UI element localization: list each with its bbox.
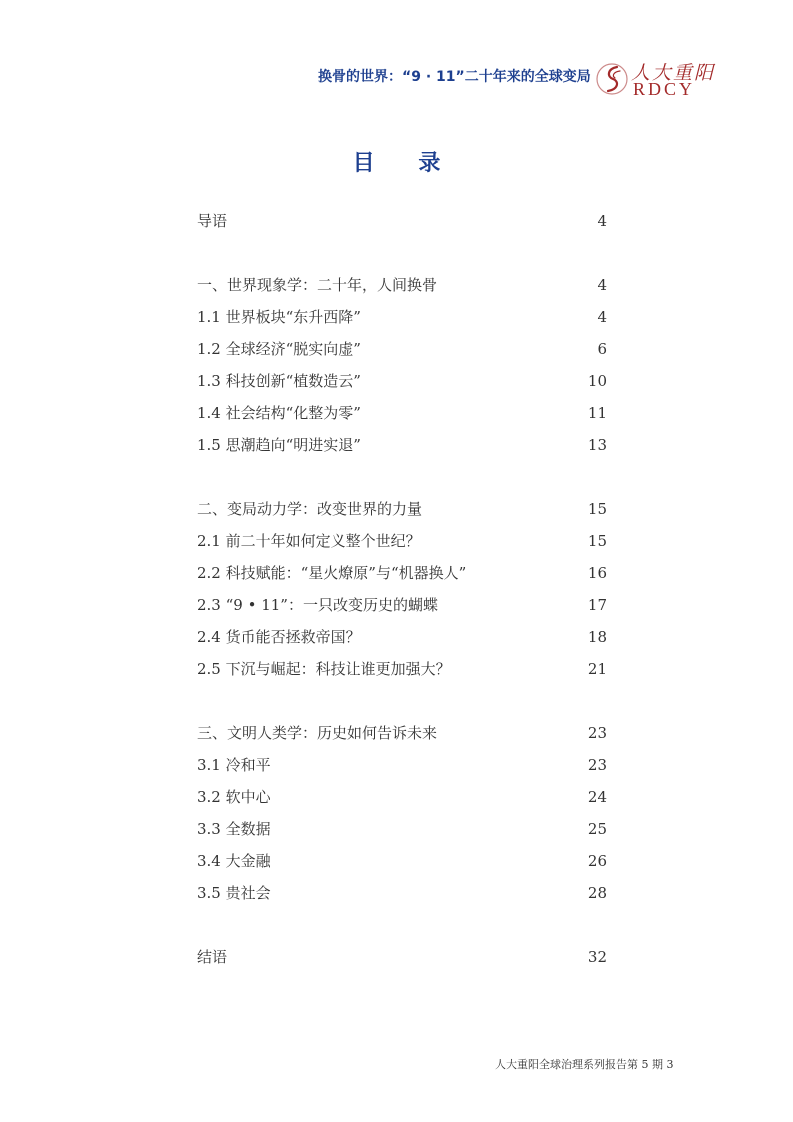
toc-entry-1-1[interactable] [197,305,607,329]
toc-entry-part-2[interactable] [197,497,607,521]
toc-entry-page: 17 [587,596,607,614]
toc-entry-3-4[interactable] [197,849,607,873]
toc-entry-page: 23 [587,724,607,742]
toc-entry-page: 26 [587,852,607,870]
toc-entry-intro[interactable] [197,209,607,233]
toc-entry-2-2[interactable] [197,561,607,585]
header-title: 换骨的世界：“9 · 11”二十年来的全球变局 [318,69,591,85]
toc-entry-3-1[interactable] [197,753,607,777]
toc-entry-label: 1.1 世界板块“东升西降” [197,308,361,326]
logo-text-cn: 人大重阳 [631,62,716,84]
toc-entry-label: 2.2 科技赋能：“星火燎原”与“机器换人” [197,564,467,582]
toc-entry-label: 二、变局动力学：改变世界的力量 [197,500,423,518]
toc-entry-3-5[interactable] [197,881,607,905]
toc-entry-page: 10 [587,372,607,390]
toc-entry-label: 1.2 全球经济“脱实向虚” [197,340,361,358]
toc-entry-page: 28 [587,884,607,902]
toc-entry-label: 2.3 “9 • 11”：一只改变历史的蝴蝶 [197,596,438,614]
toc-entry-page: 4 [597,212,607,230]
toc-entry-1-5[interactable] [197,433,607,457]
toc-entry-label: 3.5 贵社会 [197,884,271,902]
toc-entry-label: 3.2 软中心 [197,788,271,806]
toc-entry-page: 25 [587,820,607,838]
toc-entry-3-3[interactable] [197,817,607,841]
toc-entry-label: 2.1 前二十年如何定义整个世纪？ [197,532,421,550]
toc-entry-label: 1.3 科技创新“植数造云” [197,372,361,390]
toc-entry-2-5[interactable] [197,657,607,681]
toc-entry-1-3[interactable] [197,369,607,393]
toc-entry-page: 24 [587,788,607,806]
toc-entry-label: 1.5 思潮趋向“明进实退” [197,436,361,454]
toc-entry-label: 一、世界现象学：二十年，人间换骨 [197,276,438,294]
toc-entry-conclusion[interactable] [197,945,607,969]
toc-entry-3-2[interactable] [197,785,607,809]
toc-entry-label: 2.5 下沉与崛起：科技让谁更加强大？ [197,660,451,678]
footer-text: 人大重阳全球治理系列报告第 5 期 3 [495,1058,674,1071]
toc-entry-label: 导语 [197,212,228,230]
toc-entry-page: 4 [597,276,607,294]
toc-entry-page: 11 [587,404,607,422]
toc-entry-part-3[interactable] [197,721,607,745]
toc-entry-page: 15 [587,532,607,550]
logo-emblem-icon [595,57,631,101]
toc-entry-page: 4 [597,308,607,326]
toc-entry-page: 18 [587,628,607,646]
toc-entry-1-2[interactable] [197,337,607,361]
toc-entry-2-3[interactable] [197,593,607,617]
toc-entry-label: 结语 [197,948,228,966]
toc-entry-part-1[interactable] [197,273,607,297]
rdcy-logo [595,57,716,101]
page-title: 目 录 [352,151,459,176]
toc-entry-label: 三、文明人类学：历史如何告诉未来 [197,724,438,742]
toc-entry-page: 15 [587,500,607,518]
toc-entry-page: 21 [587,660,607,678]
toc-entry-label: 2.4 货币能否拯救帝国？ [197,628,361,646]
toc-entry-2-4[interactable] [197,625,607,649]
toc-entry-label: 3.1 冷和平 [197,756,271,774]
toc-entry-page: 6 [597,340,607,358]
toc-entry-page: 16 [587,564,607,582]
toc-entry-label: 1.4 社会结构“化整为零” [197,404,361,422]
toc-entry-page: 32 [587,948,607,966]
toc-entry-page: 13 [587,436,607,454]
logo-text-en: RDCY [633,79,696,99]
toc-entry-2-1[interactable] [197,529,607,553]
toc-entry-page: 23 [587,756,607,774]
toc-entry-label: 3.3 全数据 [197,820,271,838]
toc-entry-1-4[interactable] [197,401,607,425]
toc-entry-label: 3.4 大金融 [197,852,271,870]
